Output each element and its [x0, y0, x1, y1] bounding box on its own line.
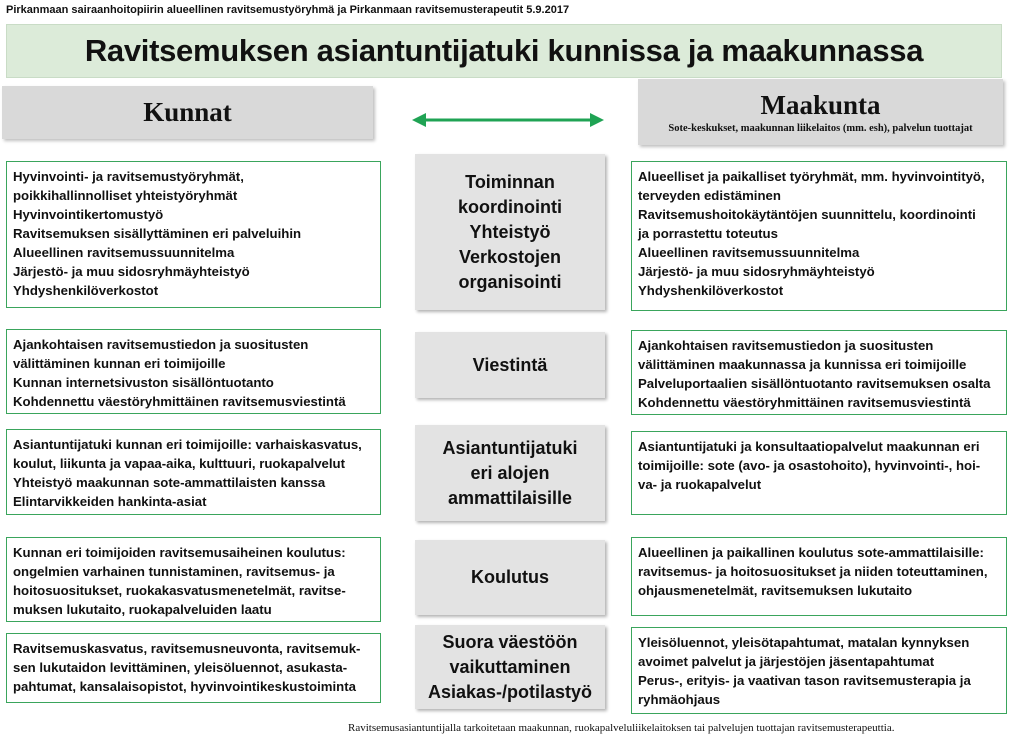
- left-box-line: hoitosuositukset, ruokakasvatusmenetelmät, ravitse-: [13, 583, 346, 598]
- left-box-line: pahtumat, kansalaisopistot, hyvinvointikeskustoiminta: [13, 679, 356, 694]
- page-title: Ravitsemuksen asiantuntijatuki kunnissa ja maakunnassa: [84, 33, 924, 68]
- right-box-line: Alueelliset ja paikalliset työryhmät, mm. hyvinvointityö,: [638, 169, 985, 184]
- middle-box-training: [415, 540, 605, 615]
- middle-box-coordination: [415, 154, 605, 310]
- middle-box-line: Toiminnan: [465, 171, 555, 192]
- right-box-communication: [631, 330, 1007, 415]
- middle-box-direct-impact: [415, 625, 605, 709]
- left-box-line: Yhdyshenkilöverkostot: [13, 283, 159, 298]
- left-box-line: välittäminen kunnan eri toimijoille: [13, 356, 226, 371]
- middle-box-line: Verkostojen: [458, 246, 562, 267]
- right-box-line: Kohdennettu väestöryhmittäinen ravitsemusviestintä: [638, 395, 971, 410]
- left-box-training: [6, 537, 381, 622]
- maakunta-heading: [638, 79, 1003, 145]
- left-box-line: poikkihallinnolliset yhteistyöryhmät: [13, 188, 238, 203]
- right-box-line: ja porrastettu toteutus: [638, 226, 778, 241]
- middle-box-line: eri alojen: [470, 462, 550, 483]
- right-box-line: Ravitsemushoitokäytäntöjen suunnittelu, koordinointi: [638, 207, 976, 222]
- left-box-line: Ravitsemuskasvatus, ravitsemusneuvonta, ravitsemuk-: [13, 641, 361, 656]
- middle-box-line: ammattilaisille: [447, 487, 573, 508]
- middle-box-expert-support: [415, 425, 605, 521]
- right-box-line: Palveluportaalien sisällöntuotanto ravitsemuksen osalta: [638, 376, 991, 391]
- right-box-line: välittäminen maakunnassa ja kunnissa eri toimijoille: [638, 357, 967, 372]
- left-box-line: Hyvinvointikertomustyö: [13, 207, 164, 222]
- maakunta-heading-label: Maakunta: [760, 90, 881, 120]
- double-arrow-icon: [410, 110, 606, 130]
- header-line: Pirkanmaan sairaanhoitopiirin alueellinen ravitsemustyöryhmä ja Pirkanmaan ravitsemusterapeutit 5.9.2017: [6, 4, 570, 16]
- right-box-line: Järjestö- ja muu sidosryhmäyhteistyö: [638, 264, 875, 279]
- left-box-line: Asiantuntijatuki kunnan eri toimijoille: varhaiskasvatus,: [13, 437, 362, 452]
- right-box-line: va- ja ruokapalvelut: [638, 477, 762, 492]
- left-box-direct-impact: [6, 633, 381, 703]
- left-box-coordination: [6, 161, 381, 308]
- left-box-line: ongelmien varhainen tunnistaminen, ravitsemus- ja: [13, 564, 335, 579]
- right-box-expert-support: [631, 431, 1007, 515]
- middle-box-line: organisointi: [458, 271, 562, 292]
- right-box-line: ravitsemus- ja hoitosuositukset ja niiden toteuttaminen,: [638, 564, 988, 579]
- right-box-direct-impact: [631, 627, 1007, 714]
- left-box-line: Yhteistyö maakunnan sote-ammattilaisten kanssa: [13, 475, 326, 490]
- middle-box-line: Asiakas-/potilastyö: [427, 681, 593, 702]
- left-box-line: koulut, liikunta ja vapaa-aika, kulttuuri, ruokapalvelut: [13, 456, 345, 471]
- left-box-line: Kohdennettu väestöryhmittäinen ravitsemusviestintä: [13, 394, 346, 409]
- left-box-expert-support: [6, 429, 381, 515]
- middle-box-line: Suora väestöön: [442, 631, 578, 652]
- right-box-line: Perus-, erityis- ja vaativan tason ravitsemusterapia ja: [638, 673, 971, 688]
- right-box-line: Alueellinen ja paikallinen koulutus sote-ammattilaisille:: [638, 545, 984, 560]
- middle-box-line: Yhteistyö: [469, 221, 551, 242]
- left-box-line: Järjestö- ja muu sidosryhmäyhteistyö: [13, 264, 250, 279]
- right-box-line: toimijoille: sote (avo- ja osastohoito), hyvinvointi-, hoi-: [638, 458, 981, 473]
- right-box-line: Yleisöluennot, yleisötapahtumat, matalan kynnyksen: [638, 635, 970, 650]
- left-box-line: Elintarvikkeiden hankinta-asiat: [13, 494, 207, 509]
- middle-box-line: Koulutus: [471, 567, 549, 587]
- left-box-line: muksen lukutaito, ruokapalveluiden laatu: [13, 602, 272, 617]
- left-box-line: sen lukutaidon levittäminen, yleisöluennot, asukasta-: [13, 660, 348, 675]
- right-box-line: avoimet palvelut ja järjestöjen jäsentapahtumat: [638, 654, 935, 669]
- left-box-line: Kunnan internetsivuston sisällöntuotanto: [13, 375, 274, 390]
- right-box-line: terveyden edistäminen: [638, 188, 781, 203]
- right-box-line: Ajankohtaisen ravitsemustiedon ja suositusten: [638, 338, 934, 353]
- title-band: [6, 24, 1002, 78]
- right-box-line: ohjausmenetelmät, ravitsemuksen lukutaito: [638, 583, 913, 598]
- right-box-line: ryhmäohjaus: [638, 692, 721, 707]
- left-box-line: Ajankohtaisen ravitsemustiedon ja suositusten: [13, 337, 309, 352]
- left-box-line: Kunnan eri toimijoiden ravitsemusaiheinen koulutus:: [13, 545, 346, 560]
- kunnat-heading-label: Kunnat: [143, 97, 232, 127]
- maakunta-subheading: Sote-keskukset, maakunnan liikelaitos (mm. esh), palvelun tuottajat: [668, 123, 973, 134]
- left-box-line: Ravitsemuksen sisällyttäminen eri palveluihin: [13, 226, 302, 241]
- right-box-line: Asiantuntijatuki ja konsultaatiopalvelut maakunnan eri: [638, 439, 980, 454]
- left-box-line: Hyvinvointi- ja ravitsemustyöryhmät,: [13, 169, 244, 184]
- middle-box-line: vaikuttaminen: [449, 656, 571, 677]
- middle-box-line: Viestintä: [472, 354, 548, 375]
- right-box-line: Yhdyshenkilöverkostot: [638, 283, 784, 298]
- middle-box-communication: [415, 332, 605, 398]
- left-box-line: Alueellinen ravitsemussuunnitelma: [13, 245, 235, 260]
- right-box-training: [631, 537, 1007, 616]
- middle-box-line: Asiantuntijatuki: [442, 437, 578, 458]
- footnote: Ravitsemusasiantuntijalla tarkoitetaan maakunnan, ruokapalveluliikelaitoksen tai palvelujen tuottajan ravitsemusterapeuttia.: [348, 722, 895, 734]
- kunnat-heading: [2, 86, 373, 139]
- right-box-line: Alueellinen ravitsemussuunnitelma: [638, 245, 860, 260]
- left-box-communication: [6, 329, 381, 414]
- right-box-coordination: [631, 161, 1007, 311]
- middle-box-line: koordinointi: [458, 196, 562, 217]
